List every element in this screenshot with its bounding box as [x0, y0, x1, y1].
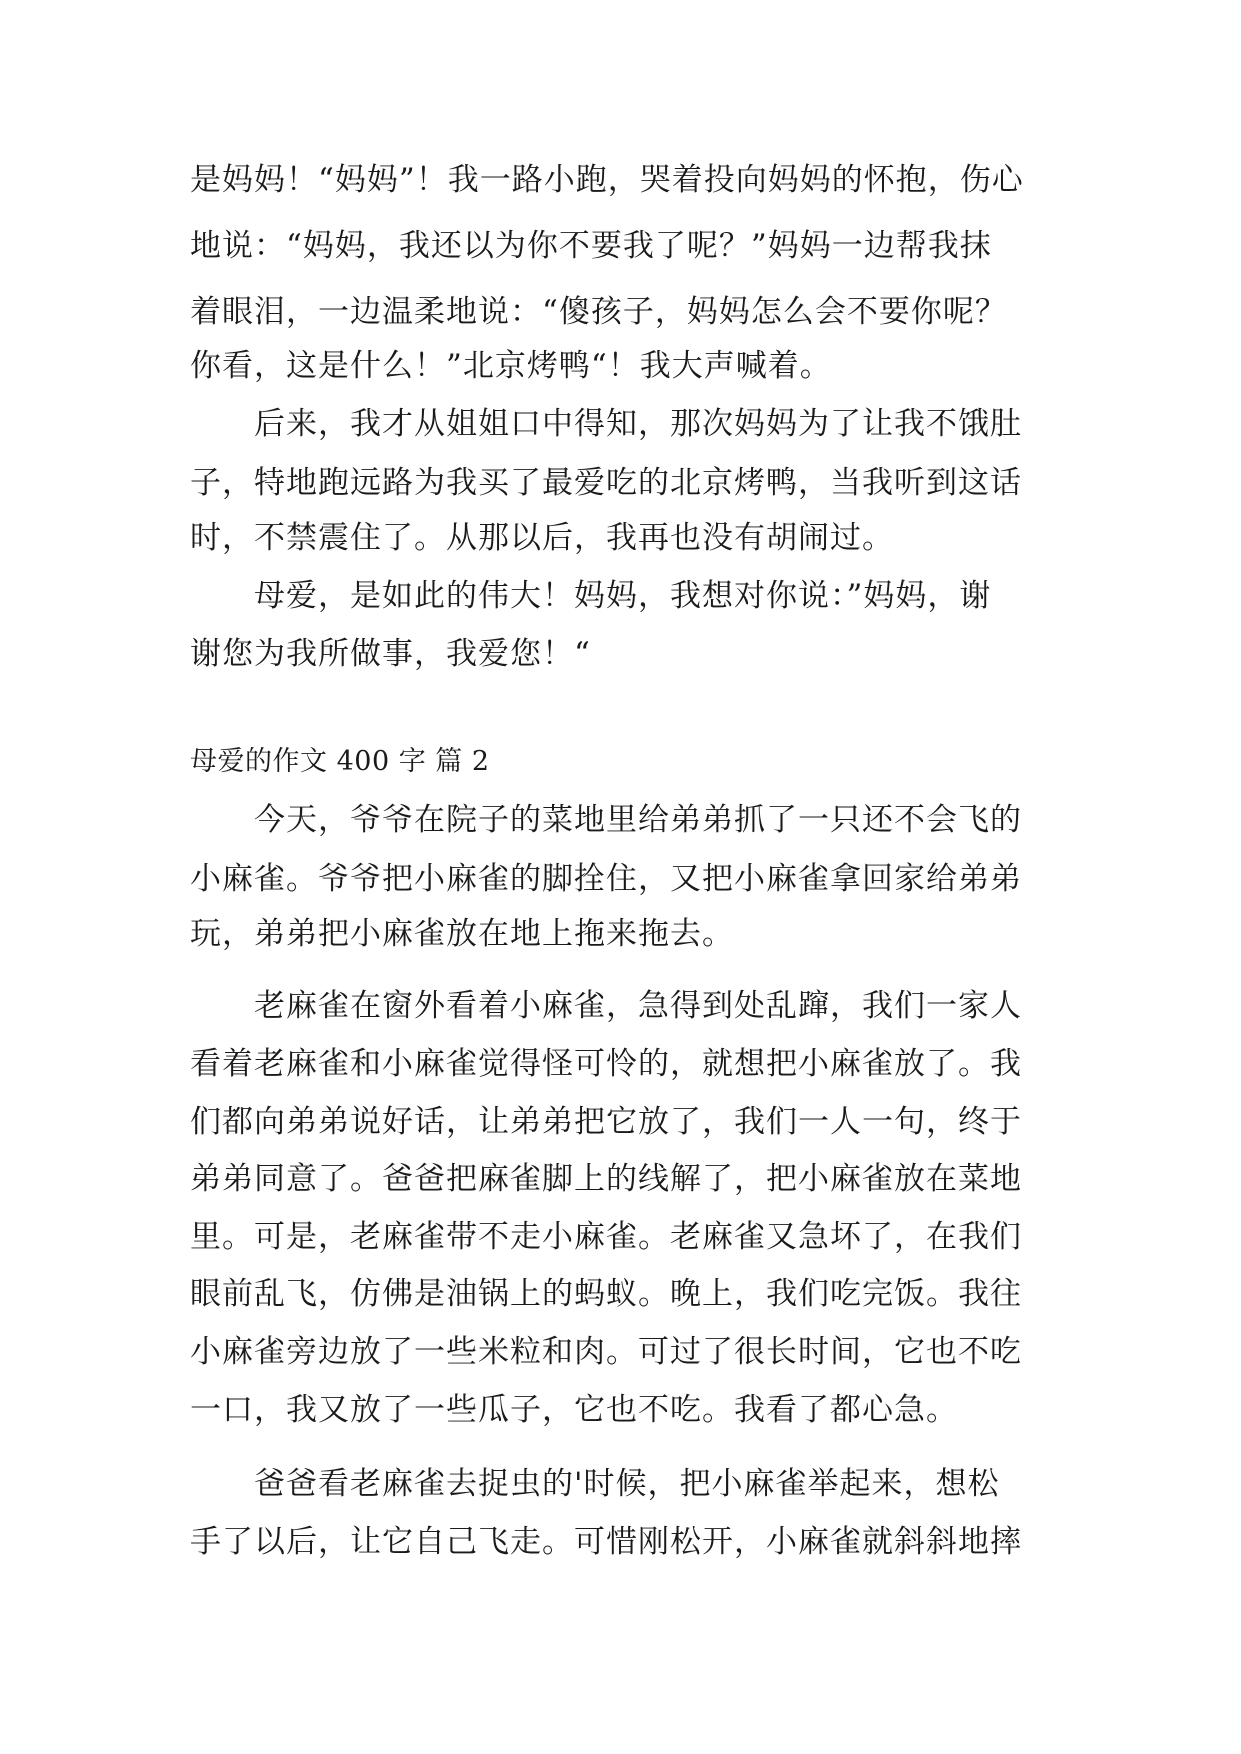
text-line: 弟弟同意了。爸爸把麻雀脚上的线解了，把小麻雀放在菜地 — [190, 1161, 1022, 1197]
text-line: 小麻雀。爷爷把小麻雀的脚拴住，又把小麻雀拿回家给弟弟 — [190, 861, 1022, 897]
text-line: 你看，这是什么！”北京烤鸭“！我大声喊着。 — [190, 348, 832, 384]
text-line: 看着老麻雀和小麻雀觉得怪可怜的，就想把小麻雀放了。我 — [190, 1046, 1022, 1082]
text-line: 今天，爷爷在院子的菜地里给弟弟抓了一只还不会飞的 — [190, 802, 1022, 838]
text-line: 爸爸看老麻雀去捉虫的'时候，把小麻雀举起来，想松 — [190, 1466, 1000, 1502]
text-line: 地说：“妈妈，我还以为你不要我了呢？”妈妈一边帮我抹 — [190, 228, 992, 264]
text-line: 子，特地跑远路为我买了最爱吃的北京烤鸭，当我听到这话 — [190, 465, 1022, 501]
text-line: 谢您为我所做事，我爱您！“ — [190, 636, 591, 672]
text-line: 后来，我才从姐姐口中得知，那次妈妈为了让我不饿肚 — [190, 406, 1022, 442]
text-line: 眼前乱飞，仿佛是油锅上的蚂蚁。晚上，我们吃完饭。我往 — [190, 1276, 1022, 1312]
text-line: 一口，我又放了一些瓜子，它也不吃。我看了都心急。 — [190, 1392, 958, 1428]
text-line: 着眼泪，一边温柔地说：“傻孩子，妈妈怎么会不要你呢？ — [190, 294, 1007, 330]
text-line: 是妈妈！“妈妈”！我一路小跑，哭着投向妈妈的怀抱，伤心 — [190, 162, 1024, 198]
text-line: 里。可是，老麻雀带不走小麻雀。老麻雀又急坏了，在我们 — [190, 1219, 1022, 1255]
text-line: 们都向弟弟说好话，让弟弟把它放了，我们一人一句，终于 — [190, 1104, 1022, 1140]
section-heading: 母爱的作文 400 字 篇 2 — [190, 746, 490, 777]
text-line: 时，不禁震住了。从那以后，我再也没有胡闹过。 — [190, 520, 894, 556]
text-line: 老麻雀在窗外看着小麻雀，急得到处乱蹿，我们一家人 — [190, 988, 1022, 1024]
text-line: 手了以后，让它自己飞走。可惜刚松开，小麻雀就斜斜地摔 — [190, 1524, 1022, 1560]
text-line: 玩，弟弟把小麻雀放在地上拖来拖去。 — [190, 916, 734, 952]
text-line: 小麻雀旁边放了一些米粒和肉。可过了很长时间，它也不吃 — [190, 1334, 1022, 1370]
text-line: 母爱，是如此的伟大！妈妈，我想对你说：”妈妈，谢 — [190, 578, 992, 614]
